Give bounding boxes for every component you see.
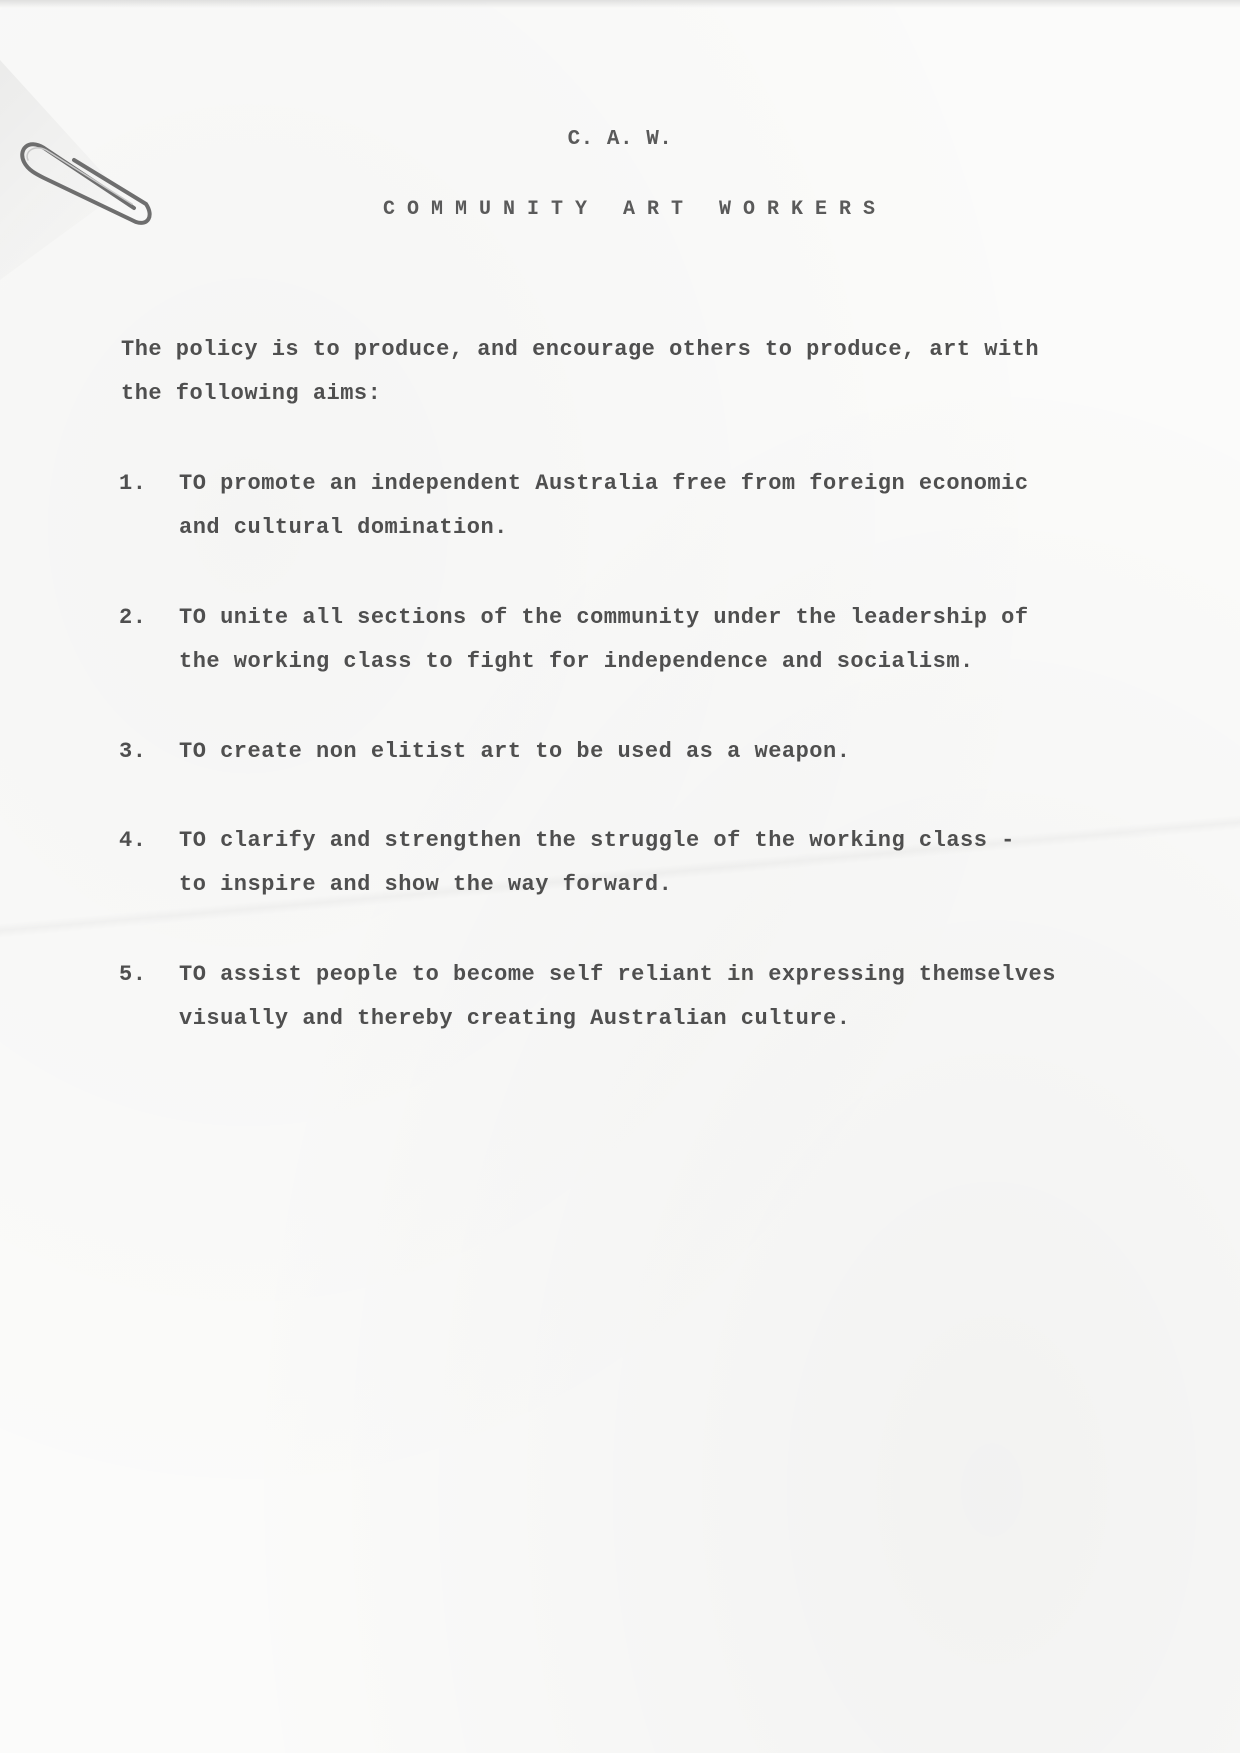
aim-text-line: to inspire and show the way forward. <box>179 872 673 897</box>
aim-text-line: the working class to fight for independence and socialism. <box>179 649 974 674</box>
policy-intro-line: the following aims: <box>121 381 382 406</box>
aim-number: 1. <box>119 471 147 496</box>
aim-text-line: TO create non elitist art to be used as a weapon. <box>179 739 851 764</box>
aim-number: 4. <box>119 828 147 853</box>
policy-intro-line: The policy is to produce, and encourage others to produce, art with <box>121 337 1040 362</box>
aim-text-line: TO clarify and strengthen the struggle of the working class - <box>179 828 1015 853</box>
aim-number: 3. <box>119 739 147 764</box>
aim-number: 5. <box>119 962 147 987</box>
aim-number: 2. <box>119 605 147 630</box>
aim-text-line: TO unite all sections of the community under the leadership of <box>179 605 1029 630</box>
aim-text-line: TO promote an independent Australia free from foreign economic <box>179 471 1029 496</box>
organisation-abbreviation: C. A. W. <box>567 128 673 151</box>
aim-text-line: visually and thereby creating Australian culture. <box>179 1006 851 1031</box>
policy-intro <box>121 328 1141 416</box>
aim-text-line: TO assist people to become self reliant in expressing themselves <box>179 962 1056 987</box>
document-title: COMMUNITY ART WORKERS <box>382 198 888 221</box>
aim-text-line: and cultural domination. <box>179 515 508 540</box>
